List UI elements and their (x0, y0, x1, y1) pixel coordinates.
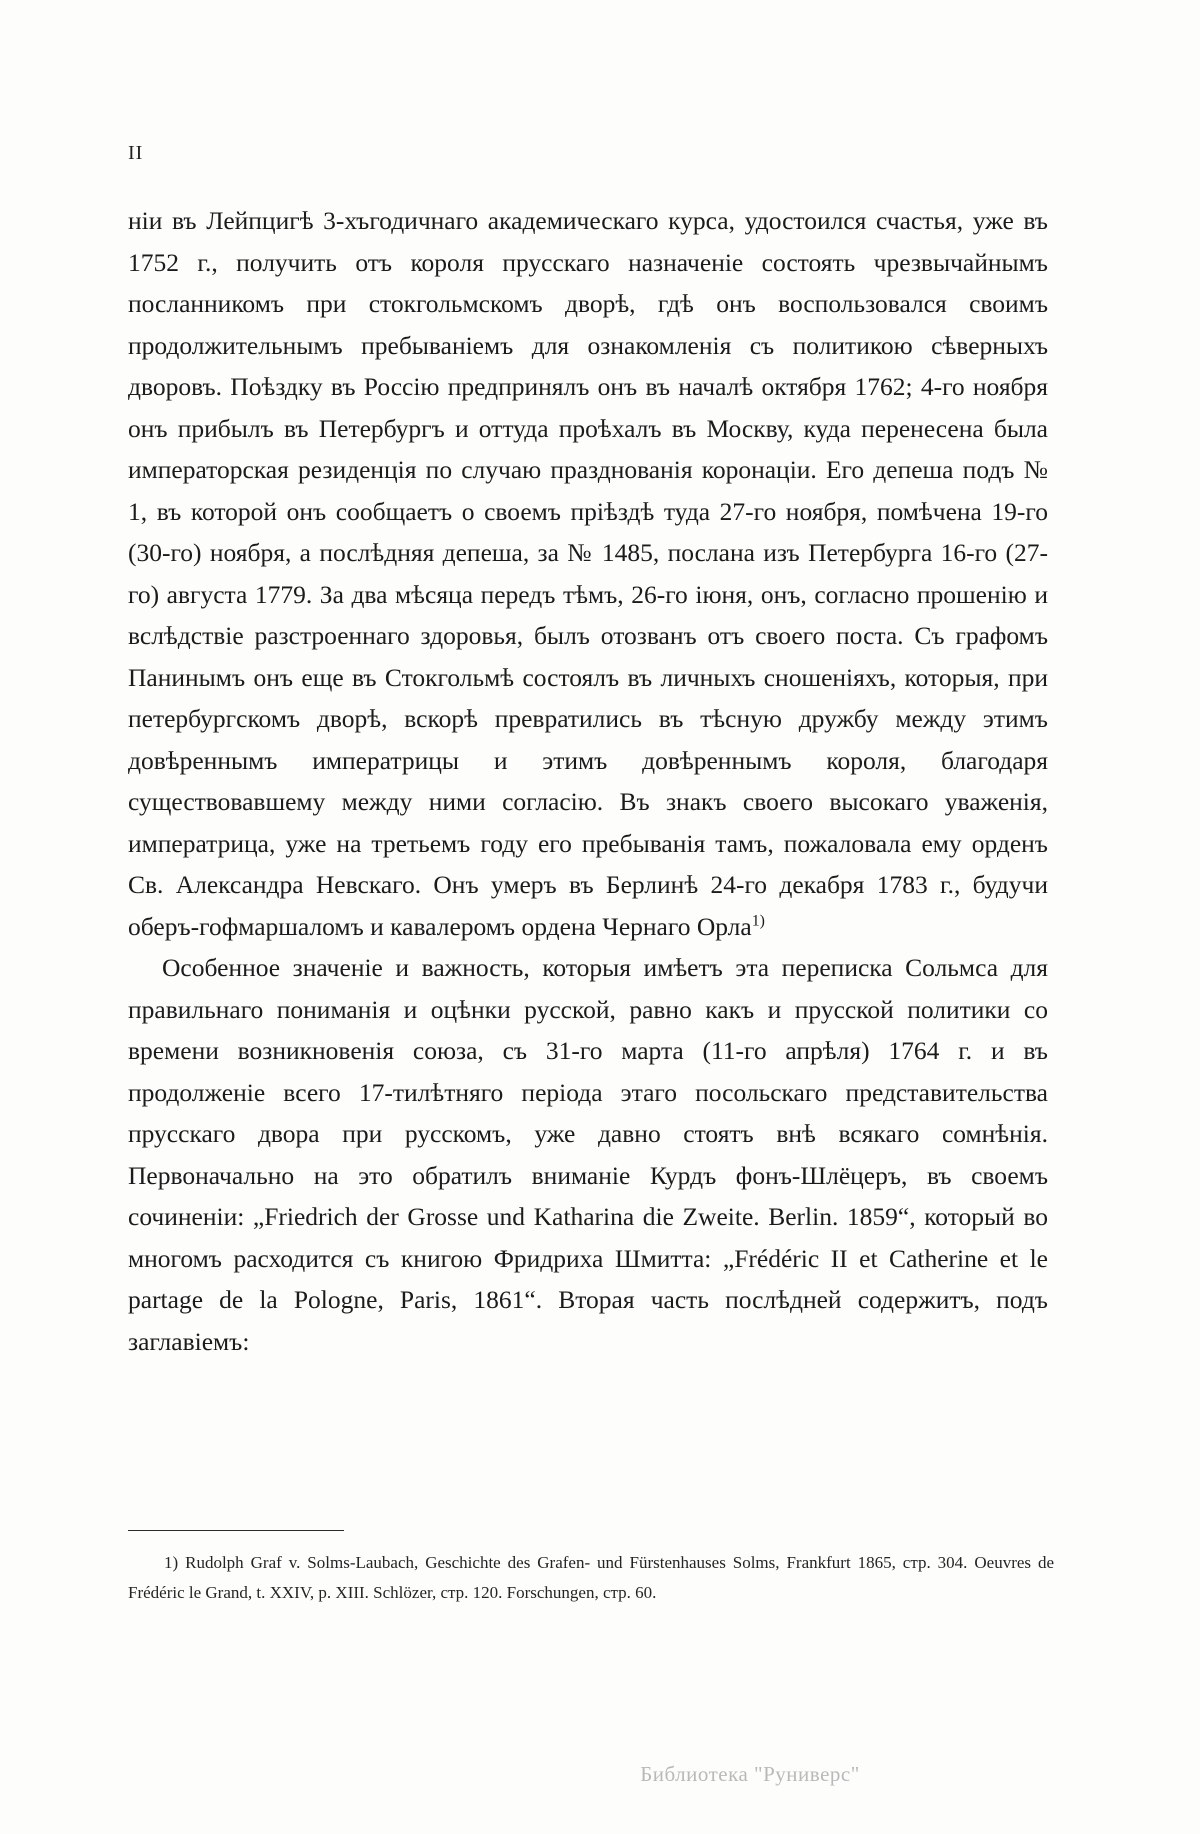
footnote-marker: 1) (164, 1553, 179, 1572)
footnote-text: Rudolph Graf v. Solms-Laubach, Geschichte des Grafen- und Fürstenhauses Solms, Frankfurt 1865, стр. 304. Oeuvres de Frédéric le Grand, t. XXIV, p. XIII. Schlözer, стр. 120. Forschungen, стр. 60. (128, 1553, 1054, 1602)
watermark-text: Библиотека "Руниверс" (640, 1762, 860, 1786)
footnote (128, 1548, 1054, 1608)
body-text (128, 200, 1048, 1362)
footnote-separator (128, 1530, 344, 1531)
footnote-reference[interactable]: 1) (751, 912, 765, 929)
page-number: II (128, 142, 144, 164)
paragraph-1 (128, 200, 1048, 947)
paragraph-2: Особенное значенiе и важность, которыя имѣетъ эта переписка Сольмса для правильнаго пониманiя и оцѣнки русской, равно какъ и прусской политики со времени возникновенiя союза, съ 31-го марта (11-го апрѣля) 1764 г. и въ продолженiе всего 17-тилѣтняго перiода этаго посольскаго представительства прусскаго двора при русскомъ, уже давно стоятъ внѣ всякаго сомнѣнiя. Первоначально на это обратилъ вниманiе Курдъ фонъ-Шлёцеръ, въ своемъ сочиненiи: „Friedrich der Grosse und Katharina die Zweite. Berlin. 1859“, который во многомъ расходится съ книгою Фридриха Шмитта: „Frédéric II et Catherine et le partage de la Pologne, Paris, 1861“. Вторая часть послѣдней содержитъ, подъ заглавiемъ: (128, 953, 1048, 1356)
paragraph-1-text: нiи въ Лейпцигѣ 3-хъгодичнаго академическаго курса, удостоился счастья, уже въ 1752 г., получить отъ короля прусскаго назначенiе состоять чрезвычайнымъ посланникомъ при стокгольмскомъ дворѣ, гдѣ онъ воспользовался своимъ продолжительнымъ пребыванiемъ для ознакомленiя съ политикою сѣверныхъ дворовъ. Поѣздку въ Россiю предпринялъ онъ въ началѣ октября 1762; 4-го ноября онъ прибылъ въ Петербургъ и оттуда проѣхалъ въ Москву, куда перенесена была императорская резиденцiя по случаю празднованiя коронацiи. Его депеша подъ № 1, въ которой онъ сообщаетъ о своемъ прiѣздѣ туда 27-го ноября, помѣчена 19-го (30-го) ноября, а послѣдняя депеша, за № 1485, послана изъ Петербурга 16-го (27-го) августа 1779. За два мѣсяца передъ тѣмъ, 26-го iюня, онъ, согласно прошенiю и вслѣдствiе разстроеннаго здоровья, былъ отозванъ отъ своего поста. Съ графомъ Панинымъ онъ еще въ Стокгольмѣ состоялъ въ личныхъ сношенiяхъ, которыя, при петербургскомъ дворѣ, вскорѣ превратились въ тѣсную дружбу между этимъ довѣреннымъ императрицы и этимъ довѣреннымъ короля, благодаря существовавшему между ними согласiю. Въ знакъ своего высокаго уваженiя, императрица, уже на третьемъ году его пребыванiя тамъ, пожаловала ему орденъ Св. Александра Невскаго. Онъ умеръ въ Берлинѣ 24-го декабря 1783 г., будучи оберъ-гофмаршаломъ и кавалеромъ ордена Чернаго Орла (128, 206, 1048, 941)
watermark (0, 1762, 1200, 1787)
